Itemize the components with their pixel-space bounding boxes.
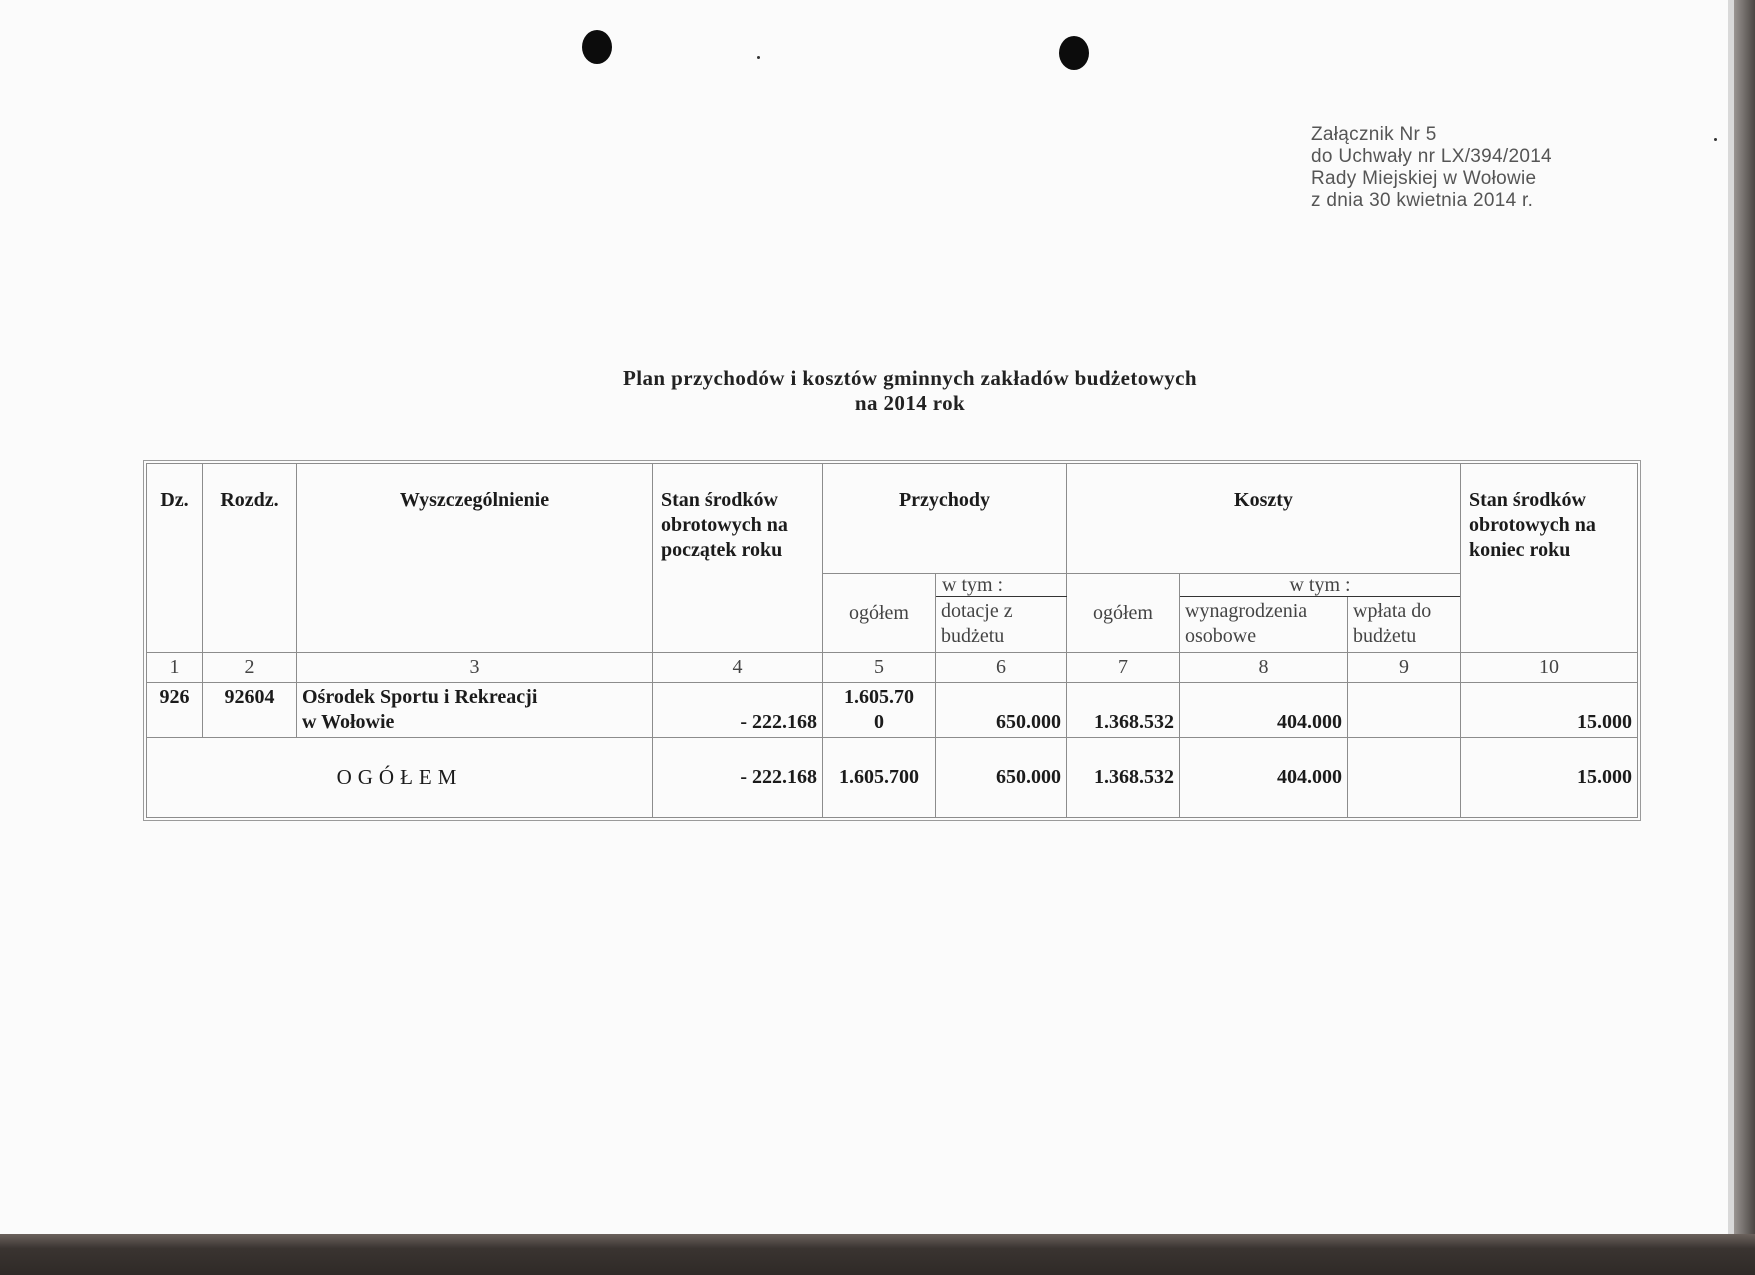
header-koszty: Koszty [1067, 464, 1461, 574]
column-number: 5 [823, 653, 936, 683]
punch-hole [1059, 36, 1089, 70]
header-stan-koniec: Stan środków obrotowych na koniec roku [1461, 464, 1638, 653]
table-row [147, 683, 1638, 738]
column-number: 2 [203, 653, 297, 683]
header-przychody-ogolem: ogółem [823, 574, 936, 653]
header-koszty-wtym: w tym : [1180, 574, 1461, 597]
cell-name-line: Ośrodek Sportu i Rekreacji [302, 686, 538, 708]
scan-edge [0, 1234, 1755, 1275]
header-wyszczegolnienie: Wyszczególnienie [297, 464, 653, 653]
header-rozdz: Rozdz. [203, 464, 297, 653]
cell-wplata [1348, 683, 1461, 738]
header-dz: Dz. [147, 464, 203, 653]
budget-table [146, 463, 1638, 818]
cell-przychody-line: 0 [874, 711, 884, 733]
title-line: Plan przychodów i kosztów gminnych zakładów budżetowych [623, 366, 1197, 390]
total-wynagrodzenia: 404.000 [1180, 738, 1348, 818]
speck [757, 56, 760, 59]
attachment-note [1311, 124, 1552, 212]
cell-wynagrodzenia: 404.000 [1180, 683, 1348, 738]
cell-name-line: w Wołowie [302, 711, 395, 733]
header-row [147, 464, 1638, 574]
punch-hole [582, 30, 612, 64]
title-line: na 2014 rok [854, 391, 966, 415]
column-number: 4 [653, 653, 823, 683]
total-row [147, 738, 1638, 818]
speck [1714, 138, 1717, 141]
header-przychody-wtym: w tym : [936, 574, 1067, 597]
attachment-line: z dnia 30 kwietnia 2014 r. [1311, 190, 1534, 211]
cell-dz: 926 [147, 683, 203, 738]
total-stan-koniec: 15.000 [1461, 738, 1638, 818]
cell-dotacje: 650.000 [936, 683, 1067, 738]
cell-koszty: 1.368.532 [1067, 683, 1180, 738]
cell-stan-poczatek: - 222.168 [653, 683, 823, 738]
total-dotacje: 650.000 [936, 738, 1067, 818]
column-number: 6 [936, 653, 1067, 683]
total-wplata [1348, 738, 1461, 818]
column-number: 7 [1067, 653, 1180, 683]
column-number: 9 [1348, 653, 1461, 683]
header-przychody: Przychody [823, 464, 1067, 574]
column-number: 1 [147, 653, 203, 683]
column-number: 8 [1180, 653, 1348, 683]
attachment-line: do Uchwały nr LX/394/2014 [1311, 146, 1552, 167]
column-number: 3 [297, 653, 653, 683]
cell-name [297, 683, 653, 738]
total-stan-poczatek: - 222.168 [653, 738, 823, 818]
header-stan-poczatek: Stan środków obrotowych na początek roku [653, 464, 823, 653]
total-label: OGÓŁEM [147, 738, 653, 818]
attachment-line: Rady Miejskiej w Wołowie [1311, 168, 1537, 189]
header-dotacje: dotacje z budżetu [936, 597, 1067, 653]
column-number: 10 [1461, 653, 1638, 683]
document-title [400, 366, 1420, 416]
cell-przychody-line: 1.605.70 [844, 686, 914, 708]
cell-rozdz: 92604 [203, 683, 297, 738]
total-przychody: 1.605.700 [823, 738, 936, 818]
scan-edge [1734, 0, 1755, 1234]
column-number-row [147, 653, 1638, 683]
cell-przychody [823, 683, 936, 738]
header-koszty-ogolem: ogółem [1067, 574, 1180, 653]
cell-stan-koniec: 15.000 [1461, 683, 1638, 738]
attachment-line: Załącznik Nr 5 [1311, 124, 1437, 145]
header-wplata: wpłata do budżetu [1348, 597, 1461, 653]
header-wynagrodzenia: wynagrodzenia osobowe [1180, 597, 1348, 653]
total-koszty: 1.368.532 [1067, 738, 1180, 818]
